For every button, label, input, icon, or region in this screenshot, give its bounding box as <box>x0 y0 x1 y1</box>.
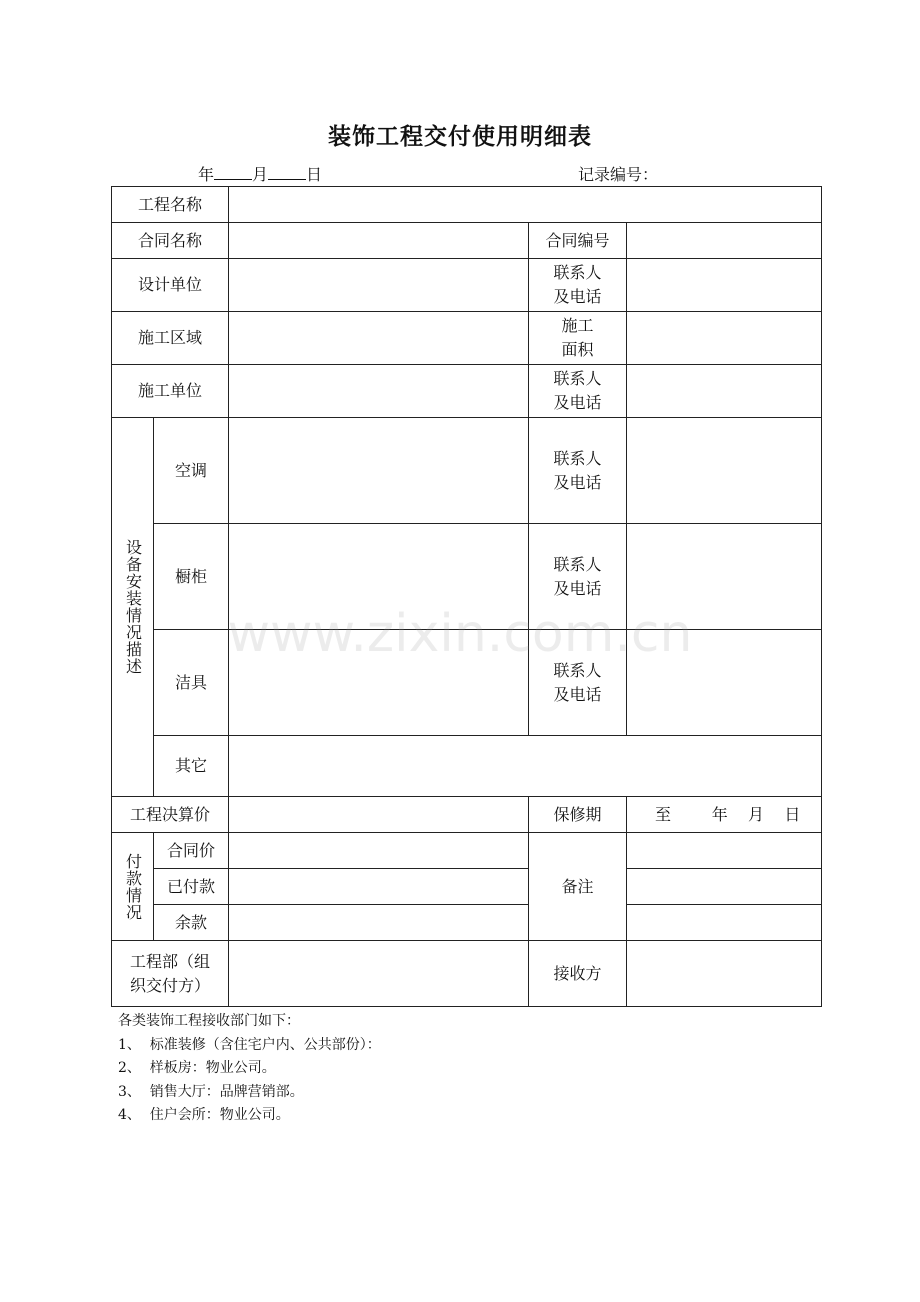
remark-field-2[interactable] <box>627 869 822 905</box>
warranty-date-range[interactable]: 至 年 月 日 <box>627 797 822 833</box>
design-contact-label: 联系人 及电话 <box>529 259 627 312</box>
remark-field-3[interactable] <box>627 905 822 941</box>
paid-field[interactable] <box>229 869 529 905</box>
month-blank[interactable] <box>214 165 252 180</box>
receiving-party-label: 接收方 <box>529 941 627 1007</box>
construction-area-field[interactable] <box>229 312 529 365</box>
cabinet-contact-label: 联系人 及电话 <box>529 524 627 630</box>
paid-label: 已付款 <box>154 869 229 905</box>
notes-heading: 各类装饰工程接收部门如下： <box>118 1013 300 1029</box>
sanitary-field[interactable] <box>229 630 529 736</box>
note-item: 1、 标准装修（含住宅户内、公共部份）： <box>118 1036 381 1053</box>
aircon-field[interactable] <box>229 418 529 524</box>
note-item: 2、 样板房：物业公司。 <box>118 1060 276 1076</box>
construction-unit-field[interactable] <box>229 365 529 418</box>
design-unit-field[interactable] <box>229 259 529 312</box>
construction-contact-field[interactable] <box>627 365 822 418</box>
warranty-label: 保修期 <box>529 797 627 833</box>
aircon-contact-label: 联系人 及电话 <box>529 418 627 524</box>
aircon-label: 空调 <box>154 418 229 524</box>
construction-contact-label: 联系人 及电话 <box>529 365 627 418</box>
design-contact-field[interactable] <box>627 259 822 312</box>
date-record-line <box>136 160 822 187</box>
balance-label: 余款 <box>154 905 229 941</box>
project-name-label: 工程名称 <box>112 187 229 223</box>
remark-field-1[interactable] <box>627 833 822 869</box>
watermark: www.zixin.com.cn <box>227 604 693 664</box>
aircon-contact-field[interactable] <box>627 418 822 524</box>
balance-field[interactable] <box>229 905 529 941</box>
day-blank[interactable] <box>268 165 306 180</box>
construction-size-label: 施工 面积 <box>529 312 627 365</box>
contract-no-field[interactable] <box>627 223 822 259</box>
remark-label: 备注 <box>529 833 627 941</box>
delivering-party-field[interactable] <box>229 941 529 1007</box>
cabinet-contact-field[interactable] <box>627 524 822 630</box>
cabinet-label: 橱柜 <box>154 524 229 630</box>
payment-group-label: 付款情况 <box>112 833 154 941</box>
receiving-departments-notes <box>118 1010 381 1128</box>
day-label: 日 <box>306 165 323 184</box>
project-name-field[interactable] <box>229 187 822 223</box>
delivering-party-label: 工程部（组 织交付方） <box>112 941 229 1007</box>
contract-price-field[interactable] <box>229 833 529 869</box>
construction-area-label: 施工区域 <box>112 312 229 365</box>
contract-price-label: 合同价 <box>154 833 229 869</box>
sanitary-label: 洁具 <box>154 630 229 736</box>
receiving-party-field[interactable] <box>627 941 822 1007</box>
other-field[interactable] <box>229 736 822 797</box>
design-unit-label: 设计单位 <box>112 259 229 312</box>
note-item: 3、 销售大厅：品牌营销部。 <box>118 1083 304 1100</box>
sanitary-contact-label: 联系人 及电话 <box>529 630 627 736</box>
form-title: 装饰工程交付使用明细表 <box>328 123 592 150</box>
construction-unit-label: 施工单位 <box>112 365 229 418</box>
delivery-detail-table <box>111 186 822 1007</box>
construction-size-field[interactable] <box>627 312 822 365</box>
contract-name-label: 合同名称 <box>112 223 229 259</box>
settlement-price-field[interactable] <box>229 797 529 833</box>
settlement-price-label: 工程决算价 <box>112 797 229 833</box>
record-number-label: 记录编号： <box>578 165 659 184</box>
date-field[interactable] <box>198 162 322 185</box>
contract-no-label: 合同编号 <box>529 223 627 259</box>
cabinet-field[interactable] <box>229 524 529 630</box>
sanitary-contact-field[interactable] <box>627 630 822 736</box>
contract-name-field[interactable] <box>229 223 529 259</box>
other-label: 其它 <box>154 736 229 797</box>
year-label: 年 <box>198 165 215 184</box>
equipment-group-label: 设备安装情况描述 <box>112 418 154 797</box>
month-label: 月 <box>252 165 269 184</box>
note-item: 4、 住户会所：物业公司。 <box>118 1107 290 1123</box>
